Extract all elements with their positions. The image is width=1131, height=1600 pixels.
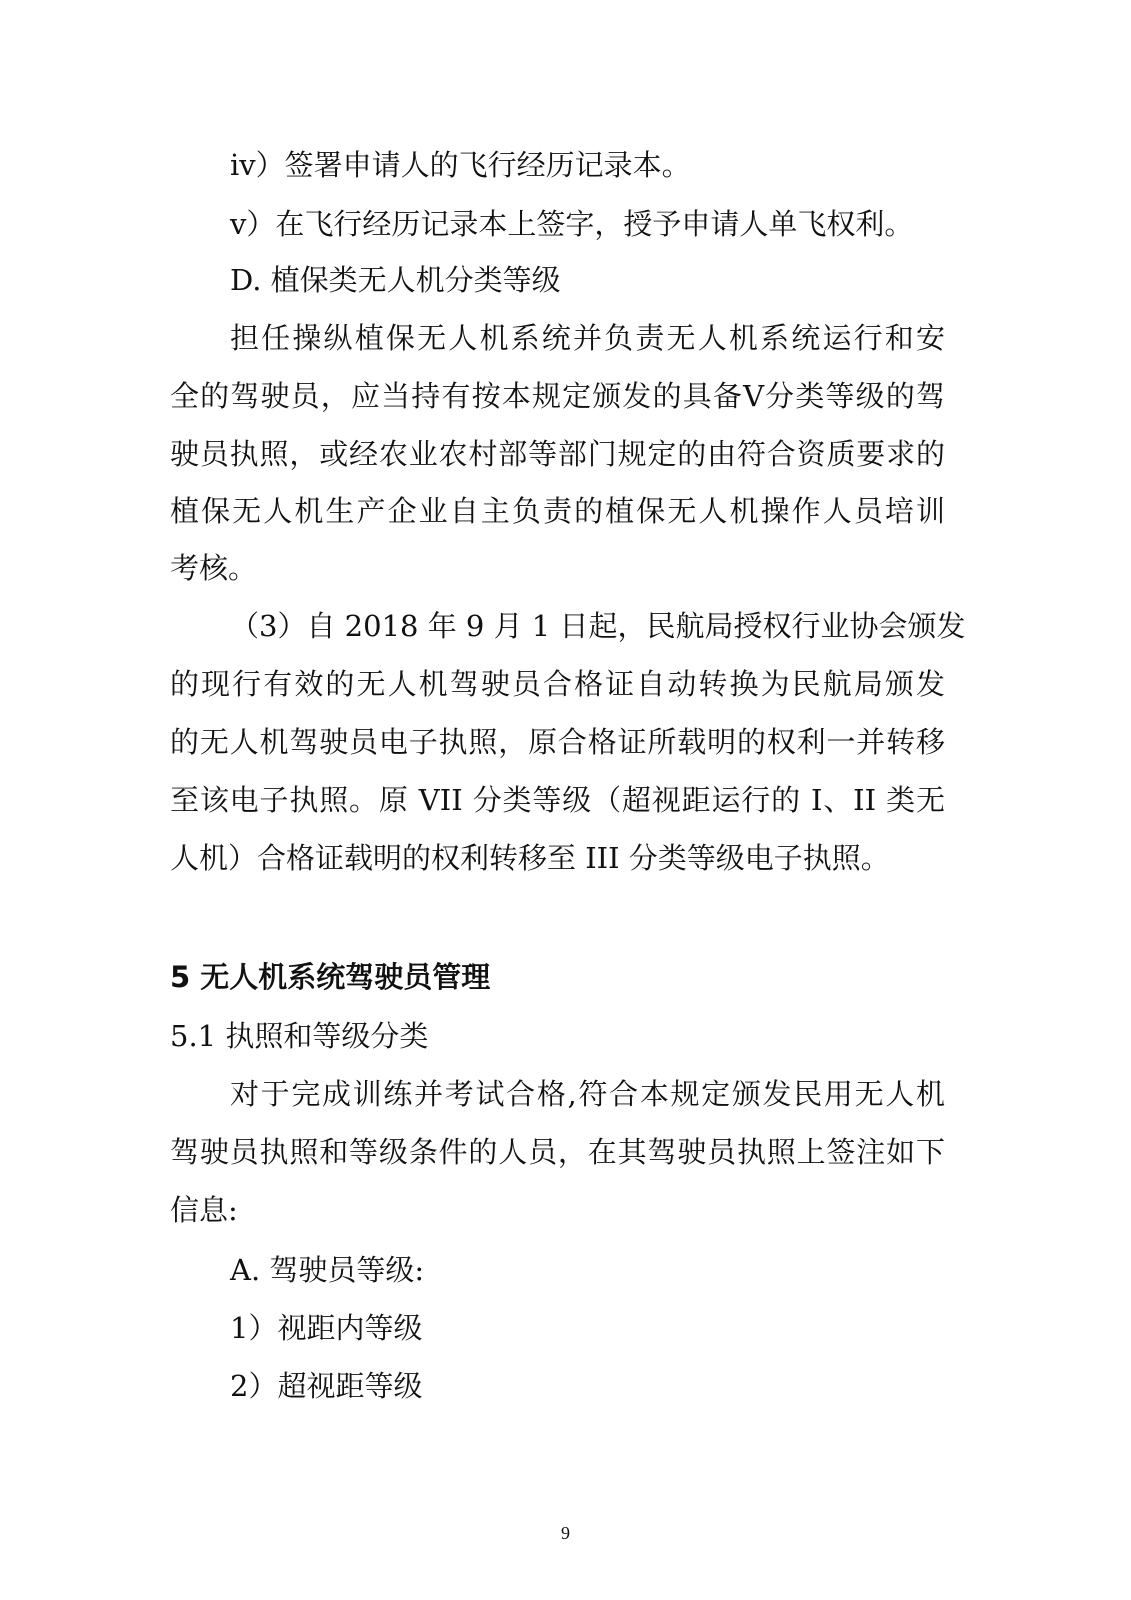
paragraph-line: 的无人机驾驶员电子执照，原合格证所载明的权利一并转移: [170, 725, 945, 759]
paragraph-line: 担任操纵植保无人机系统并负责无人机系统运行和安: [230, 321, 945, 355]
subsection-heading: 5.1 执照和等级分类: [170, 1019, 429, 1053]
list-item: A. 驾驶员等级:: [230, 1253, 425, 1287]
paragraph-line: 至该电子执照。原 VII 分类等级（超视距运行的 I、II 类无: [170, 783, 945, 817]
paragraph-line: iv）签署申请人的飞行经历记录本。: [230, 148, 691, 182]
paragraph-line: 考核。: [170, 551, 258, 585]
paragraph-line: 的现行有效的无人机驾驶员合格证自动转换为民航局颁发: [170, 667, 945, 701]
paragraph-line: 驶员执照，或经农业农村部等部门规定的由符合资质要求的: [170, 437, 945, 471]
page-number: 9: [561, 1523, 570, 1543]
paragraph-line: 信息:: [170, 1193, 238, 1227]
list-item: 1）视距内等级: [230, 1311, 423, 1345]
paragraph-line: v）在飞行经历记录本上签字，授予申请人单飞权利。: [230, 207, 914, 241]
subsection-heading: D. 植保类无人机分类等级: [230, 263, 561, 297]
paragraph-line: 全的驾驶员，应当持有按本规定颁发的具备Ⅴ分类等级的驾: [170, 379, 945, 413]
list-item: 2）超视距等级: [230, 1369, 423, 1403]
paragraph-line: （3）自 2018 年 9 月 1 日起，民航局授权行业协会颁发: [230, 609, 966, 643]
paragraph-line: 驾驶员执照和等级条件的人员，在其驾驶员执照上签注如下: [170, 1135, 945, 1169]
section-heading: 5 无人机系统驾驶员管理: [170, 960, 491, 994]
paragraph-line: 植保无人机生产企业自主负责的植保无人机操作人员培训: [170, 494, 945, 528]
paragraph-line: 对于完成训练并考试合格,符合本规定颁发民用无人机: [230, 1077, 945, 1111]
paragraph-line: 人机）合格证载明的权利转移至 III 分类等级电子执照。: [170, 841, 890, 875]
